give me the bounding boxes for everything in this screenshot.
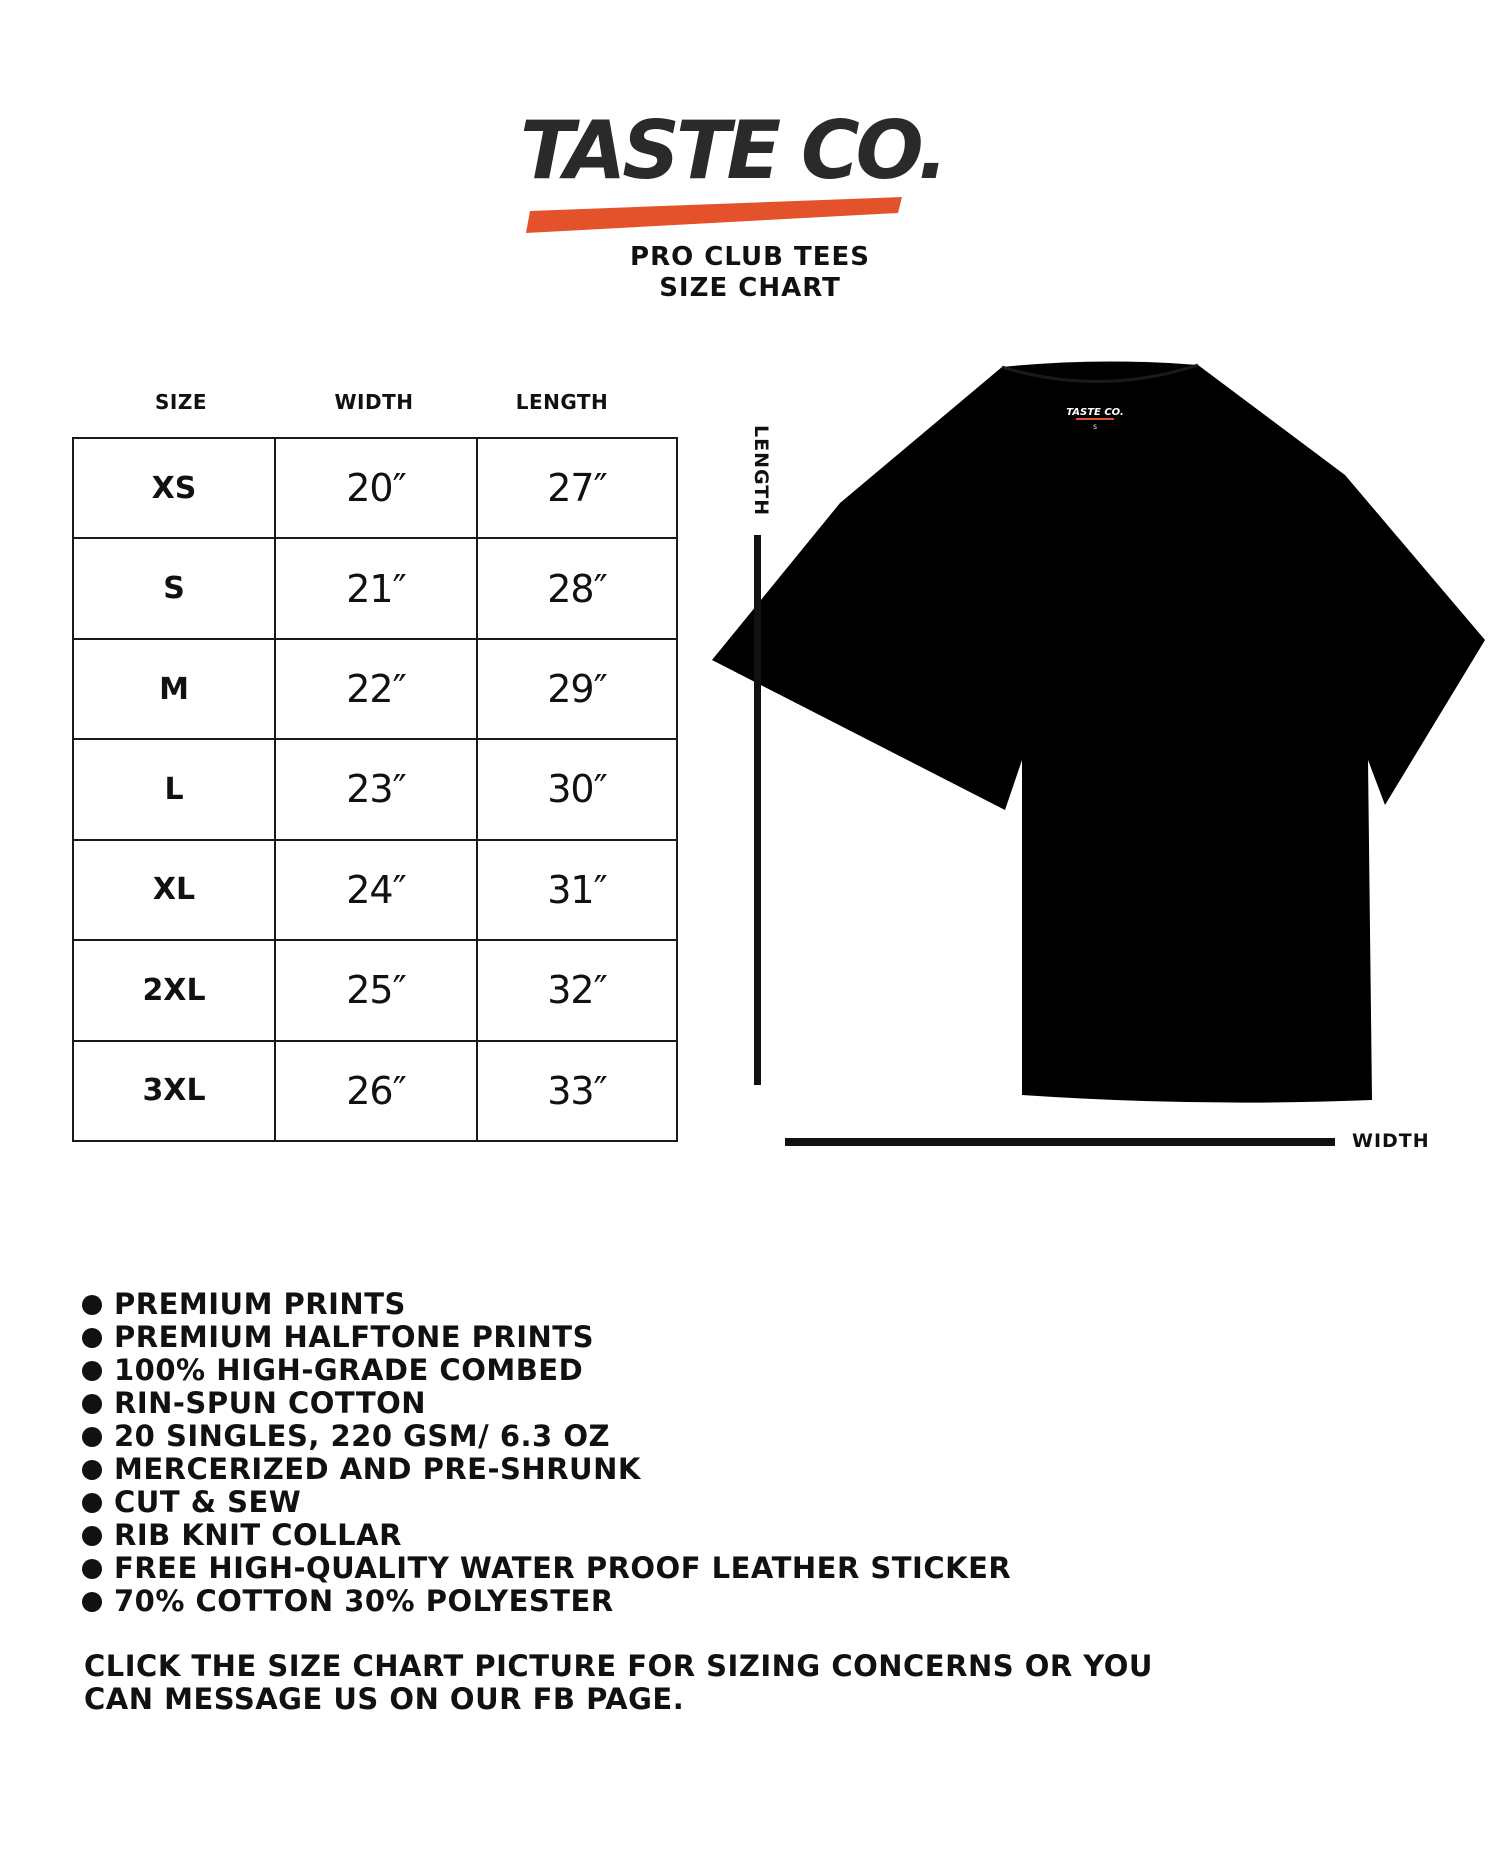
length-dimension-line [754,535,761,1085]
table-row [73,840,677,940]
width-cell: 20″ [275,438,477,538]
size-cell: XL [73,840,275,940]
length-cell: 32″ [477,940,677,1040]
bullet-icon [82,1460,102,1480]
feature-text: RIN-SPUN COTTON [114,1386,427,1420]
logo-underline-swoosh [526,193,906,233]
tshirt-image [700,355,1500,1115]
sizing-note [84,1650,1414,1716]
list-item [82,1453,1382,1486]
table-row [73,739,677,839]
feature-text: 100% HIGH-GRADE COMBED [114,1353,584,1387]
logo-text: TASTE CO. [520,104,945,197]
table-row [73,639,677,739]
bullet-icon [82,1592,102,1612]
length-label-text: LENGTH [750,425,772,517]
list-item [82,1420,1382,1453]
subtitle-line-1: PRO CLUB TEES [630,242,870,272]
tshirt-body [712,361,1485,1102]
brand-logo [520,105,950,235]
bullet-icon [82,1427,102,1447]
bullet-icon [82,1493,102,1513]
length-cell: 29″ [477,639,677,739]
bullet-icon [82,1526,102,1546]
size-cell: XS [73,438,275,538]
list-item [82,1387,1382,1420]
neck-tag-size: S [1093,424,1097,431]
table-row [73,940,677,1040]
feature-text: FREE HIGH-QUALITY WATER PROOF LEATHER STICKER [114,1551,1012,1585]
size-cell: M [73,639,275,739]
size-cell: 3XL [73,1041,275,1141]
size-cell: L [73,739,275,839]
width-cell: 26″ [275,1041,477,1141]
list-item [82,1354,1382,1387]
feature-text: CUT & SEW [114,1485,302,1519]
neck-tag-brand: TASTE CO. [1066,407,1124,418]
width-cell: 21″ [275,538,477,638]
bullet-icon [82,1328,102,1348]
bullet-icon [82,1394,102,1414]
feature-text: 20 SINGLES, 220 GSM/ 6.3 OZ [114,1419,611,1453]
length-cell: 31″ [477,840,677,940]
size-cell: S [73,538,275,638]
bullet-icon [82,1361,102,1381]
note-line-2: CAN MESSAGE US ON OUR FB PAGE. [84,1682,685,1716]
bullet-icon [82,1295,102,1315]
feature-text: 70% COTTON 30% POLYESTER [114,1584,614,1618]
width-cell: 24″ [275,840,477,940]
width-cell: 23″ [275,739,477,839]
note-line-1: CLICK THE SIZE CHART PICTURE FOR SIZING CONCERNS OR YOU [84,1649,1153,1683]
table-row [73,538,677,638]
length-dimension-label [745,425,775,515]
column-header-size: SIZE [154,390,207,414]
feature-text: PREMIUM HALFTONE PRINTS [114,1320,594,1354]
list-item [82,1321,1382,1354]
length-cell: 27″ [477,438,677,538]
width-cell: 22″ [275,639,477,739]
list-item [82,1519,1382,1552]
neck-tag-underline [1076,418,1114,420]
feature-text: MERCERIZED AND PRE-SHRUNK [114,1452,641,1486]
feature-text: PREMIUM PRINTS [114,1287,406,1321]
chart-subtitle [500,242,1000,304]
length-cell: 30″ [477,739,677,839]
table-row [73,1041,677,1141]
feature-text: RIB KNIT COLLAR [114,1518,402,1552]
length-cell: 33″ [477,1041,677,1141]
size-cell: 2XL [73,940,275,1040]
size-table [72,437,678,1142]
width-dimension-line [785,1138,1335,1146]
list-item [82,1552,1382,1585]
bullet-icon [82,1559,102,1579]
column-header-width: WIDTH [334,390,414,414]
list-item [82,1288,1382,1321]
list-item [82,1486,1382,1519]
width-dimension-label: WIDTH [1352,1130,1430,1152]
table-row [73,438,677,538]
column-header-length: LENGTH [515,390,609,414]
length-cell: 28″ [477,538,677,638]
subtitle-line-2: SIZE CHART [659,273,841,303]
list-item [82,1585,1382,1618]
features-list [82,1288,1382,1618]
width-cell: 25″ [275,940,477,1040]
